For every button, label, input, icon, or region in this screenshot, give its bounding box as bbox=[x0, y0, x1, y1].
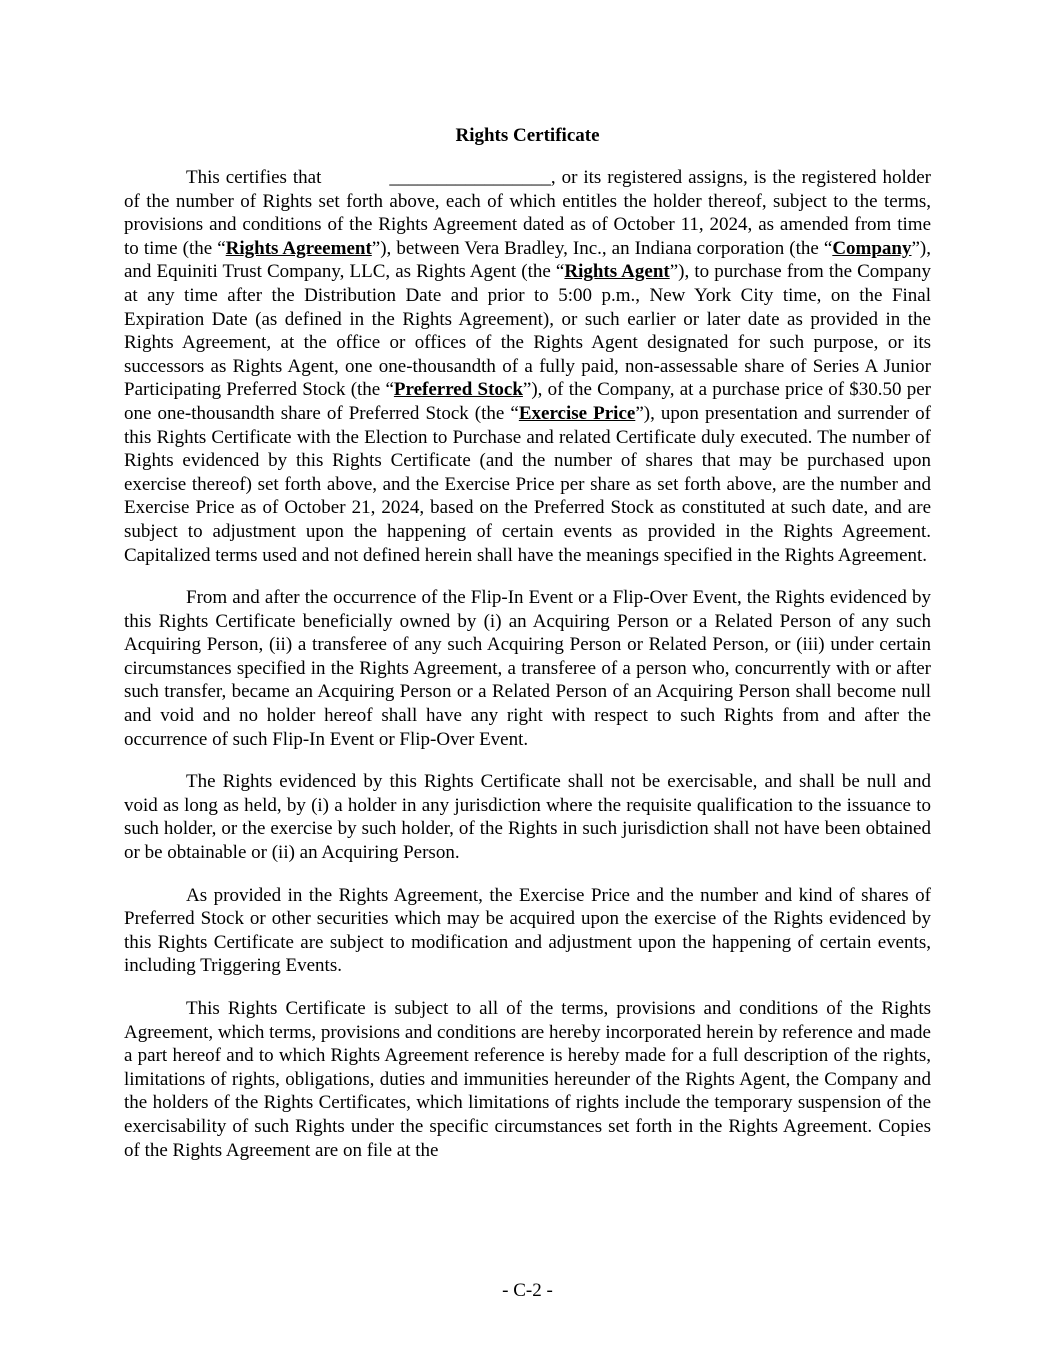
p1-text-d: ”), and Equiniti Trust Company, LLC, as Rights Agent (the “ bbox=[124, 237, 932, 283]
term-rights-agreement: Rights Agreement bbox=[225, 237, 372, 259]
p1-text-c: ”), between Vera Bradley, Inc., an Indiana corporation (the “ bbox=[371, 237, 833, 259]
page-number: - C-2 - bbox=[502, 1280, 553, 1301]
paragraph-adjustment: As provided in the Rights Agreement, the Exercise Price and the number and kind of shares of Preferred Stock or other securities which may be acquired upon the exercise of the Rights evidenced by this Rights Certificate are subject to modification and adjustment upon the happening of certain events, including Triggering Events. bbox=[124, 884, 931, 977]
p1-text-b: , or its registered assigns, is the registered holder of the number of Rights set forth above, each of which entitles the holder thereof, subject to the terms, provisions and conditions of the Rights Agreement dated as of October 11, 2024, as amended from time to time (the “ bbox=[124, 167, 931, 259]
p1-text-a: This certifies that bbox=[186, 167, 328, 188]
paragraph-certification bbox=[124, 166, 931, 567]
paragraph-flip-in-event: From and after the occurrence of the Flip-In Event or a Flip-Over Event, the Rights evidenced by this Rights Certificate beneficially owned by (i) an Acquiring Person or a Related Person of any such Acquiring Person, (ii) a transferee of any such Acquiring Person or Related Person, or (iii) under certain circumstances specified in the Rights Agreement, a transferee of a person who, concurrently with or after such transfer, became an Acquiring Person or a Related Person of an Acquiring Person shall become null and void and no holder hereof shall have any right with respect to such Rights from and after the occurrence of such Flip-In Event or Flip-Over Event. bbox=[124, 587, 931, 750]
paragraph-exercisability: The Rights evidenced by this Rights Certificate shall not be exercisable, and shall be null and void as long as held, by (i) a holder in any jurisdiction where the requisite qualification to the issuance to such holder, or the exercise by such holder, of the Rights in such jurisdiction shall not have been obtained or be obtainable or (ii) an Acquiring Person. bbox=[124, 771, 931, 864]
paragraph-terms-provisions: This Rights Certificate is subject to all of the terms, provisions and conditions of the Rights Agreement, which terms, provisions and conditions are hereby incorporated herein by reference and made a part hereof and to which Rights Agreement reference is hereby made for a full description of the rights, limitations of rights, obligations, duties and immunities hereunder of the Rights Agent, the Company and the holders of the Rights Certificates, which limitations of rights include the temporary suspension of the exercisability of such Rights under the specific circumstances set forth in the Rights Agreement. Copies of the Rights Agreement are on file at the bbox=[124, 998, 931, 1161]
p1-text-f: ”), of the Company, at a purchase price of $30.50 per one one-thousandth share of Preferred Stock (the “ bbox=[124, 379, 932, 424]
term-exercise-price: Exercise Price bbox=[518, 402, 636, 424]
term-rights-agent: Rights Agent bbox=[564, 261, 670, 283]
document-title: Rights Certificate bbox=[455, 125, 600, 146]
term-company: Company bbox=[832, 237, 912, 259]
p1-text-e: ”), to purchase from the Company at any time after the Distribution Date and prior to 5:00 p.m., New York City time, on the Final Expiration Date (as defined in the Rights Agreement), or such earlier or later date as provided in the Rights Agreement, at the office or offices of the Rights Agent designated for such purpose, or its successors as Rights Agent, one one-thousandth of a fully paid, non-assessable share of Series A Junior Participating Preferred Stock (the “ bbox=[124, 261, 931, 401]
holder-name-blank: _________________ bbox=[389, 167, 551, 188]
term-preferred-stock: Preferred Stock bbox=[393, 379, 523, 401]
p1-text-g: ”), upon presentation and surrender of this Rights Certificate with the Election to Purchase and related Certificate duly executed. The number of Rights evidenced by this Rights Certificate (and the number of shares that may be purchased upon exercise thereof) set forth above, and the Exercise Price per share as set forth above, are the number and Exercise Price as of October 21, 2024, based on the Preferred Stock as constituted at such date, and are subject to adjustment upon the happening of certain events as provided in the Rights Agreement. Capitalized terms used and not defined herein shall have the meanings specified in the Rights Agreement. bbox=[124, 402, 931, 566]
document-page bbox=[124, 122, 931, 1181]
